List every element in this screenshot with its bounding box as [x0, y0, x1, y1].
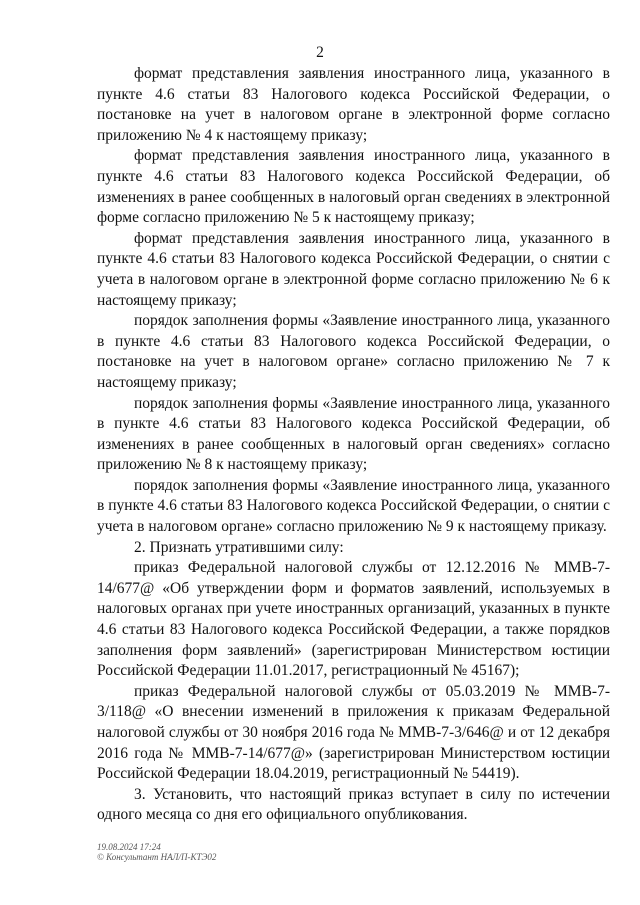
paragraph-procedure-registration: порядок заполнения формы «Заявление иностранного лица, указанного в пункте 4.6 статьи 83 Налогового кодекса Российской Федерации, о постановке на учет в налоговом органе» согласно приложению № 7 к настоящему приказу; [97, 312, 610, 391]
paragraph-repealed-order-1: приказ Федеральной налоговой службы от 12.12.2016 № ММВ-7-14/677@ «Об утверждении форм и форматов заявлений, используемых в налоговых органах при учете иностранных организаций, указанных в пункте 4.6 статьи 83 Налогового кодекса Российской Федерации, а также порядков заполнения форм заявлений» (зарегистрирован Министерством юстиции Российской Федерации 11.01.2017, регистрационный № 45167); [97, 559, 610, 680]
paragraph-procedure-deregistration: порядок заполнения формы «Заявление иностранного лица, указанного в пункте 4.6 статьи 83 Налогового кодекса Российской Федерации, о снятии с учета в налоговом органе» согласно приложению № 9 к настоящему приказу. [97, 476, 610, 536]
paragraph-section-2-heading: 2. Признать утратившими силу: [134, 538, 344, 556]
paragraph-repealed-order-2: приказ Федеральной налоговой службы от 05.03.2019 № ММВ-7-3/118@ «О внесении изменений в приложения к приказам Федеральной налоговой службы от 30 ноября 2016 года № ММВ-7-3/646@ и от 12 декабря 2016 года № ММВ-7-14/677@» (зарегистрирован Министерством юстиции Российской Федерации 18.04.2019, регистрационный № 54419). [97, 682, 610, 783]
print-stamp [97, 842, 216, 862]
stamp-date: 19.08.2024 17:24 [97, 842, 161, 852]
paragraph-format-registration: формат представления заявления иностранного лица, указанного в пункте 4.6 статьи 83 Налогового кодекса Российской Федерации, о постановке на учет в налоговом органе в электронной форме согласно приложению № 4 к настоящему приказу; [97, 65, 610, 144]
paragraph-format-deregistration: формат представления заявления иностранного лица, указанного в пункте 4.6 статьи 83 Налогового кодекса Российской Федерации, о снятии с учета в налоговом органе в электронной форме согласно приложению № 6 к настоящему приказу; [97, 229, 610, 309]
page-number: 2 [316, 44, 324, 61]
paragraph-procedure-changes: порядок заполнения формы «Заявление иностранного лица, указанного в пункте 4.6 статьи 83 Налогового кодекса Российской Федерации, об изменениях в ранее сообщенных в налоговый орган сведениях» согласно приложению № 8 к настоящему приказу; [97, 394, 610, 474]
stamp-source: © Консультант НАЛ/П-КТЭ02 [97, 852, 217, 862]
paragraph-format-changes: формат представления заявления иностранного лица, указанного в пункте 4.6 статьи 83 Налогового кодекса Российской Федерации, об изменениях в ранее сообщенных в налоговый орган сведениях в электронной форме согласно приложению № 5 к настоящему приказу; [97, 147, 610, 227]
paragraph-section-3: 3. Установить, что настоящий приказ вступает в силу по истечении одного месяца со дня его официального опубликования. [97, 785, 610, 824]
document-body [97, 64, 610, 826]
